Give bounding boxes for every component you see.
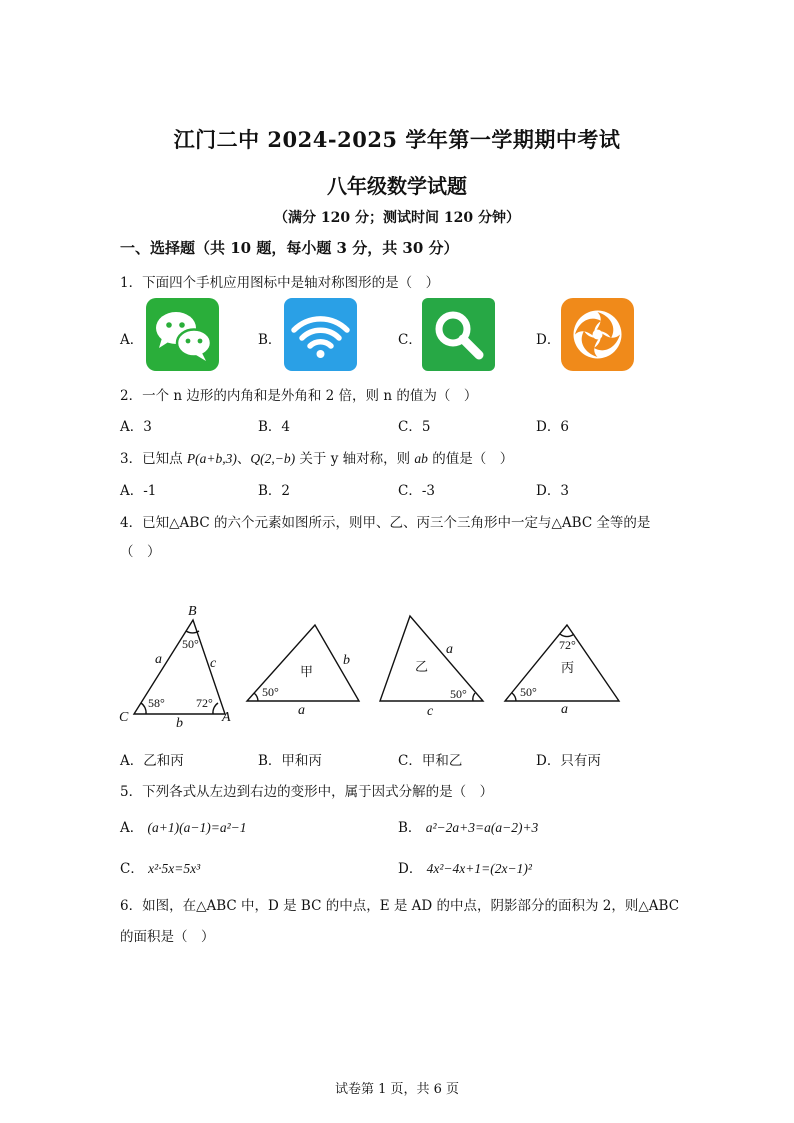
label-angle-c: 58° [148,696,165,710]
label-angle-b: 50° [182,637,199,651]
q3-option-c: C．-3 [398,483,435,499]
label-side-b: b [176,716,183,731]
q5-option-d: D． 4x²−4x+1=(2x−1)² [398,861,532,877]
exam-title: 江门二中 2024-2025 学年第一学期期中考试 [173,127,621,152]
q6-stem: 6．如图，在△ABC 中，D 是 BC 的中点，E 是 AD 的中点，阴影部分的面积为 2，则△ABC [120,898,680,914]
label-vertex-a: A [222,710,231,725]
label-side-c: c [210,656,217,671]
q6-stem-cont: 的面积是（ ） [120,929,215,945]
label-jia: 甲 [300,665,314,680]
q4-option-a: A．乙和丙 [120,753,184,769]
label-jia-angle: 50° [262,685,279,699]
q1-stem: 1．下面四个手机应用图标中是轴对称图形的是（ ） [120,275,440,291]
q1-option-d: D． [536,332,561,348]
q2-option-d: D．6 [536,419,569,435]
label-yi-a: a [446,642,453,657]
q4-stem: 4．已知△ABC 的六个元素如图所示，则甲、乙、丙三个三角形中一定与△ABC 全等的是 [120,515,651,531]
q5-option-a: A． (a+1)(a−1)=a²−1 [120,820,247,836]
page-footer: 试卷第 1 页，共 6 页 [334,1082,460,1097]
q2-option-a: A．3 [120,419,152,435]
q1-option-b: B． [258,332,282,348]
label-bing-a: a [561,702,568,717]
q2-option-c: C．5 [398,419,431,435]
q2-stem: 2．一个 n 边形的内角和是外角和 2 倍，则 n 的值为（ ） [120,388,478,404]
label-bing-angle: 50° [520,685,537,699]
q1-option-c: C． [398,332,422,348]
exam-subtitle: 八年级数学试题 [327,174,467,198]
label-yi-angle: 50° [450,687,467,701]
q3-option-b: B．2 [258,483,291,499]
q4-stem-cont: （ ） [120,544,161,560]
label-jia-a: a [298,703,305,718]
label-yi: 乙 [415,660,429,675]
exam-note: （满分 120 分；测试时间 120 分钟） [274,210,520,226]
q3-option-a: A．-1 [120,483,157,499]
q3-stem: 3．已知点 P(a+b,3)、Q(2,−b) 关于 y 轴对称，则 ab 的值是（ ） [120,451,514,467]
label-jia-b: b [343,653,350,668]
label-yi-c: c [427,704,434,719]
q5-option-c: C． x²·5x=5x³ [120,861,201,877]
q1-option-a: A． [120,332,144,348]
q5-option-b: B． a²−2a+3=a(a−2)+3 [398,820,539,836]
section-heading: 一、选择题（共 10 题，每小题 3 分，共 30 分） [120,239,459,257]
q2-option-b: B．4 [258,419,291,435]
label-side-a: a [155,652,162,667]
label-bing: 丙 [561,661,575,676]
q3-option-d: D．3 [536,483,569,499]
label-angle-a: 72° [196,696,213,710]
label-bing-angle-top: 72° [559,638,576,652]
triangle-yi [380,616,483,701]
label-vertex-b: B [188,604,197,619]
label-vertex-c: C [119,710,129,725]
q4-option-d: D．只有丙 [536,753,601,769]
q5-stem: 5．下列各式从左边到右边的变形中，属于因式分解的是（ ） [120,784,494,800]
q4-option-c: C．甲和乙 [398,753,463,769]
q4-option-b: B．甲和丙 [258,753,322,769]
